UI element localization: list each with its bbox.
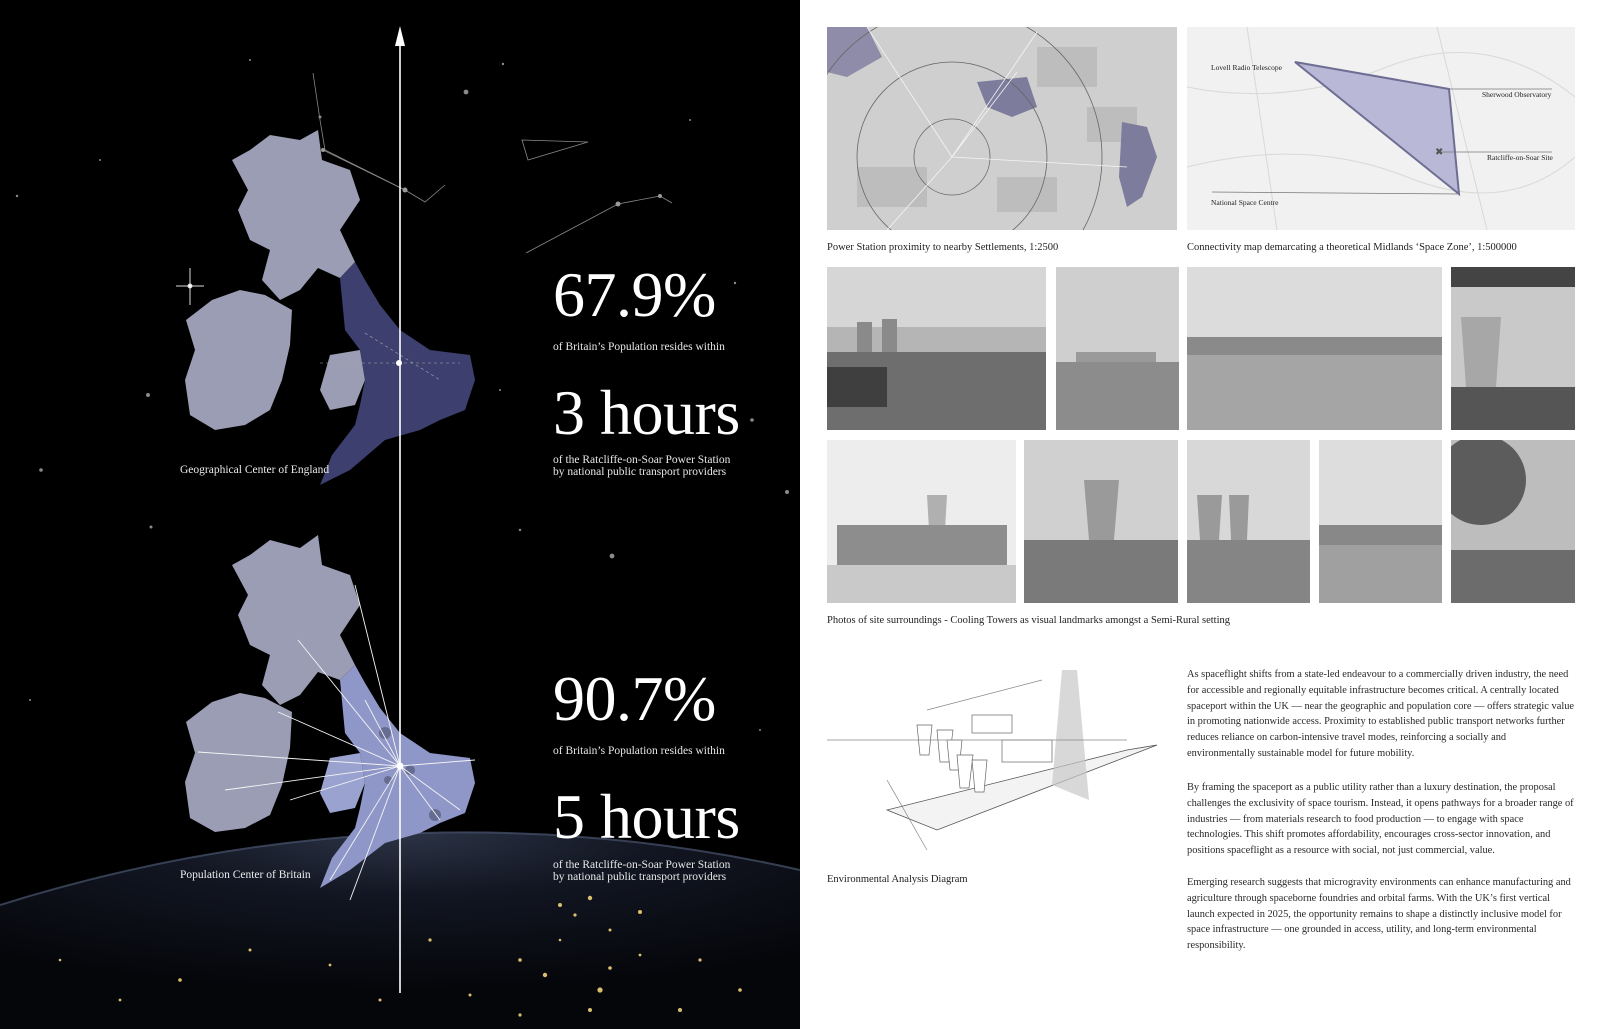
map1-label: Geographical Center of England — [180, 464, 330, 476]
map2-label: Population Center of Britain — [180, 869, 311, 881]
stat1-line3: by national public transport providers — [553, 466, 727, 478]
site-photo — [1187, 267, 1442, 430]
site-photo — [1451, 267, 1575, 430]
site-photo — [1319, 440, 1442, 603]
connectivity-map — [1187, 27, 1575, 230]
site-photo — [827, 440, 1016, 603]
label-sherwood: Sherwood Observatory — [1482, 90, 1552, 99]
paragraph-3: Emerging research suggests that microgravity environments can enhance manufacturing and agriculture through spaceborne foundries and orbital farms. With the UK’s first vertical launch expected in 2025, the opportunity remains to shape a distinctly inclusive model for space infrastructure — one grounded in access, utility, and long-term environmental responsibility. — [1187, 877, 1571, 952]
paragraph-1: As spaceflight shifts from a state-led endeavour to a commercially driven industry, the need for accessible and regionally equitable infrastructure becomes critical. A centrally located spaceport within the UK — near the geographic and population core — offers strategic value in promoting nationwide access. Proximity to established public transport networks further reduces reliance on carbon-intensive travel modes, reinforcing a socially and environmentally sustainable model for future mobility. — [1187, 669, 1575, 759]
stat1-line2: of the Ratcliffe-on-Soar Power Station — [553, 454, 731, 466]
caption-connectivity: Connectivity map demarcating a theoretical Midlands ‘Space Zone’, 1:500000 — [1187, 242, 1517, 253]
label-national: National Space Centre — [1211, 198, 1279, 207]
caption-diagram: Environmental Analysis Diagram — [827, 874, 968, 885]
site-photo — [1024, 440, 1178, 603]
site-photo — [1187, 440, 1310, 603]
stat1-line1: of Britain’s Population resides within — [553, 341, 725, 353]
uk-map-geographic — [185, 130, 475, 485]
site-photo — [1056, 267, 1179, 430]
stat2-line3: by national public transport providers — [553, 871, 727, 883]
caption-proximity: Power Station proximity to nearby Settlements, 1:2500 — [827, 242, 1059, 253]
environmental-diagram — [827, 670, 1177, 855]
site-photo — [1451, 440, 1575, 603]
label-lovell: Lovell Radio Telescope — [1211, 63, 1282, 72]
svg-text:✖: ✖ — [1435, 147, 1444, 158]
label-ratcliffe: Ratcliffe-on-Soar Site — [1487, 153, 1553, 162]
sparkle-star-icon — [176, 268, 204, 305]
stat1-percent: 67.9% — [553, 259, 716, 330]
stat1-hours: 3 hours — [553, 377, 740, 448]
stat2-line1: of Britain’s Population resides within — [553, 745, 725, 757]
stat2-percent: 90.7% — [553, 663, 716, 734]
constellation-lines — [313, 73, 672, 253]
stat2-line2: of the Ratcliffe-on-Soar Power Station — [553, 859, 731, 871]
site-photo — [827, 267, 1046, 430]
caption-photos: Photos of site surroundings - Cooling Towers as visual landmarks amongst a Semi-Rural setting — [827, 615, 1230, 626]
stat2-hours: 5 hours — [553, 781, 740, 852]
proximity-map — [827, 27, 1177, 230]
paragraph-2: By framing the spaceport as a public utility rather than a luxury destination, the proposal challenges the exclusivity of space tourism. Instead, it opens pathways for a broader range of industries — from materials research to food production — to engage with space technologies. This shift promotes affordability, encourages cross-sector innovation, and positions spaceflight as a resource with social, not just commercial, value. — [1187, 782, 1574, 857]
arrow-up-icon — [395, 26, 405, 46]
